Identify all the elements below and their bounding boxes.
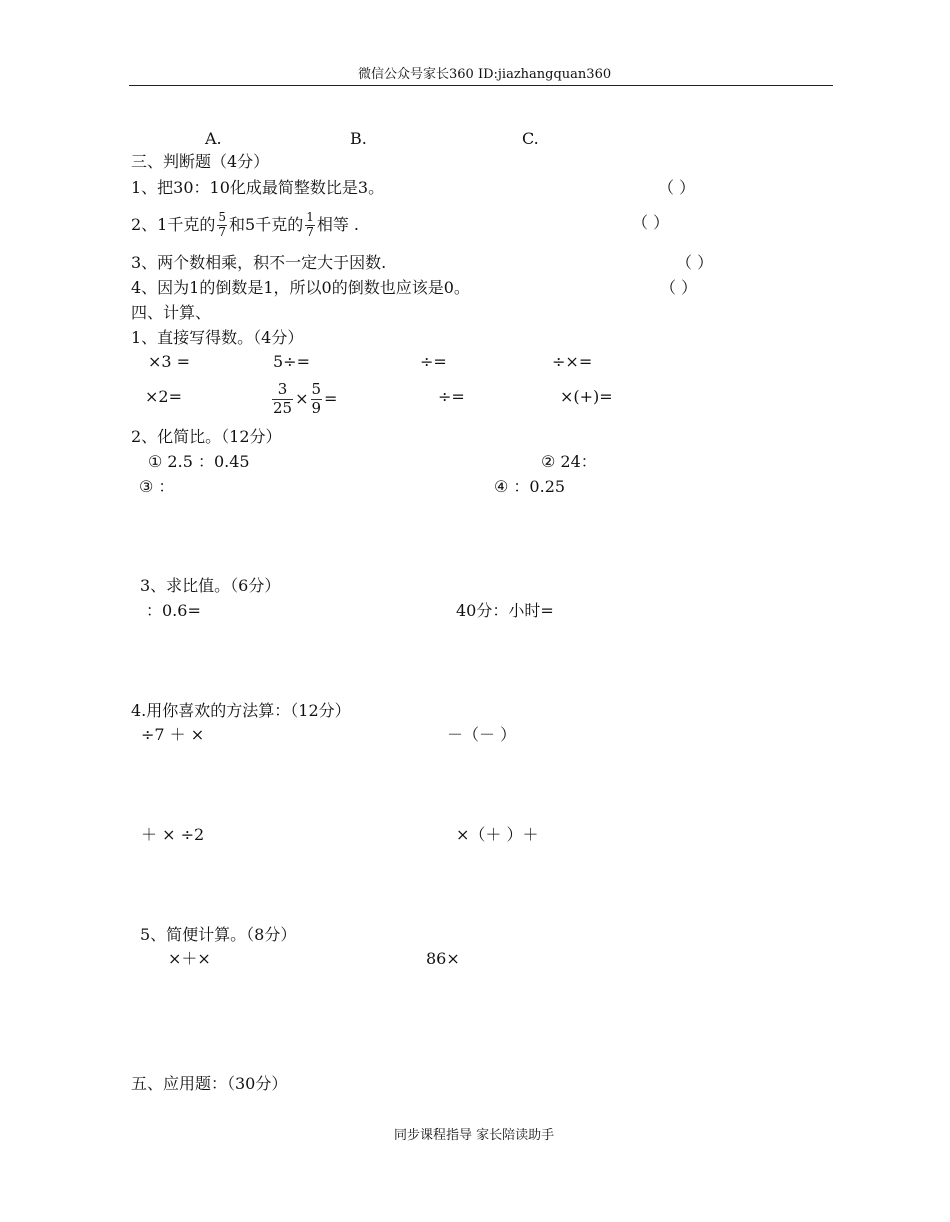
option-b: B. [350,129,367,148]
judge-q4-answer-blank[interactable]: （ ） [660,278,698,297]
page-header: 微信公众号家长360 ID:jiazhangquan360 [358,67,612,82]
judge-q2-pre: 2、1千克的 [131,215,216,234]
page-footer: 同步课程指导 家长陪读助手 [394,1128,555,1143]
calc-s3-title: 3、求比值。（6分） [140,576,281,595]
option-c: C. [522,129,539,148]
calc-s2-item3: ③ ： [139,477,175,496]
calc-s2-item4: ④ ：0.25 [494,477,566,496]
fraction-1-7: $\frac{1}{7}$ [306,209,314,239]
judge-q1: 1、把30：10化成最简整数比是3。 [131,178,385,197]
calc-s1-r1c4: ÷×= [552,352,593,371]
judge-q3-answer-blank[interactable]: （ ） [676,253,714,272]
option-a: A. [205,129,222,148]
judge-q2-mid: 和5千克的 [229,215,304,234]
calc-s4-item3: ＋ × ÷2 [141,825,205,844]
calc-s1-r1c3: ÷= [420,352,447,371]
times-sign: × [295,389,309,408]
judge-q3: 3、两个数相乘，积不一定大于因数. [131,253,387,272]
calc-s1-r2c1: ×2= [145,387,182,406]
calc-s4-item4: ×（＋ ）＋ [456,825,539,844]
judge-q4: 4、因为1的倒数是1，所以0的倒数也应该是0。 [131,278,470,297]
section4-title: 四、计算、 [131,303,212,322]
calc-s4-title: 4.用你喜欢的方法算：（12分） [131,701,351,720]
calc-s1-r2c2 [270,377,337,421]
header-rule [129,85,833,86]
calc-s3-item1: ：0.6= [146,601,201,620]
section3-title: 三、判断题（4分） [131,152,270,171]
fraction-5-7: $\frac{5}{7}$ [218,209,227,239]
calc-s1-r1c1: ×3 = [148,352,191,371]
fraction-3-25: $\frac{3}{25}$ [273,380,293,417]
calc-s2-item2: ② 24： [541,452,597,471]
calc-s1-r1c2: 5÷= [273,352,310,371]
calc-s5-item1: ×＋× [168,949,211,968]
section5-title: 五、应用题：（30分） [131,1074,288,1093]
judge-q2-answer-blank[interactable]: （ ） [632,213,670,232]
calc-s1-r2c3: ÷= [438,387,465,406]
calc-s2-title: 2、化简比。（12分） [131,427,282,446]
calc-s4-item1: ÷7 ＋ × [141,725,205,744]
judge-q1-answer-blank[interactable]: （ ） [658,178,696,197]
calc-s5-title: 5、简便计算。（8分） [140,925,297,944]
calc-s3-item2: 40分：小时= [456,601,554,620]
calc-s5-item2: 86× [426,949,460,968]
fraction-5-9: $\frac{5}{9}$ [311,380,322,417]
judge-q2 [131,204,359,246]
calc-s1-title: 1、直接写得数。（4分） [131,328,304,347]
calc-s2-item1: ① 2.5 ：0.45 [148,452,250,471]
calc-s1-r2c4: ×(+)= [560,387,613,406]
calc-s4-item2: －（－ ） [447,725,517,744]
equals-sign: = [324,389,338,408]
judge-q2-post: 相等 . [316,215,360,234]
